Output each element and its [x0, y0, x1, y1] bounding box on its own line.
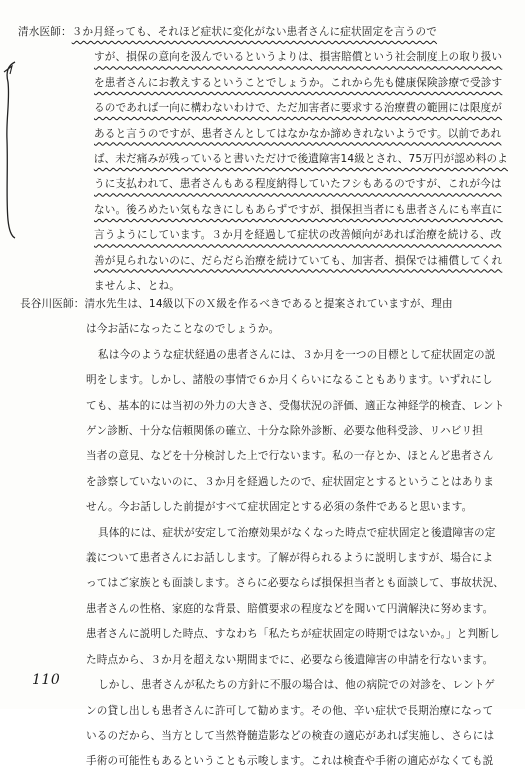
underlined-text: うに支払われて、患者さんもある程度納得していたフシもあるのですが、これが今は — [94, 178, 502, 191]
text-line — [18, 223, 508, 248]
speaker-shimizu: 清水医師： — [18, 26, 72, 38]
text: ても、基本的には当初の外力の大きさ、受傷状況の評価、適正な神経学的検査、レント — [86, 399, 505, 412]
text: 患者さんの性格、家庭的な背景、賠償要求の程度などを聞いて円満解決に努めます。 — [86, 602, 494, 615]
underlined-text: を患者さんにお教えするということでしょうか。これから先も健康保険診療で受診す — [94, 76, 503, 89]
text: た時点から、３か月を超えない期間までに、必要なら後遺障害の申請を行ないます。 — [86, 653, 494, 666]
text-line — [20, 292, 508, 317]
underlined-text: 言うようにしています。３か月を経過して症状の改善傾向があれば治療を続ける、改 — [94, 229, 502, 242]
underlined-text: あると言うのですが、患者さんとしてはなかなか諦めきれないようです。以前であれ — [94, 127, 502, 140]
text: 当者の意見、などを十分検討した上で行ないます。私の一存とか、ほとんど患者さん — [86, 450, 494, 463]
text-line — [18, 45, 508, 70]
underlined-text: 善が見られないのに、だらだら治療を続けていても、加害者、損保では補償してくれ — [94, 254, 503, 267]
text-line — [20, 444, 508, 469]
text-line — [20, 495, 508, 520]
text: いるのだから、当方として当然脊髄造影などの検査の適応があれば実施し、さらには — [86, 729, 495, 742]
text-line — [20, 419, 508, 444]
page-number: 110 — [32, 672, 61, 688]
text-line — [18, 147, 507, 172]
text: ませんよ、とね。 — [94, 280, 180, 293]
handwritten-bracket-mark — [3, 60, 17, 240]
text-line — [20, 521, 508, 546]
text-line — [20, 470, 508, 495]
text: ってはご家族とも面談します。さらに必要ならば損保担当者とも面談して、事故状況、 — [86, 577, 504, 590]
text-line — [20, 597, 508, 622]
text: しかし、患者さんが私たちの方針に不服の場合は、他の病院での対診を、レントゲ — [98, 679, 496, 692]
underlined-text: ば、未だ痛みが残っていると書いただけで後遺障害14級とされ、75万円が認め料のよ — [93, 153, 508, 166]
text-line — [20, 343, 508, 368]
text-line — [18, 20, 508, 45]
text-line — [20, 368, 508, 393]
text-line — [18, 96, 508, 121]
text-line — [18, 198, 508, 223]
text-line — [18, 172, 508, 197]
text: 私は今のような症状経過の患者さんには、３か月を一つの目標として症状固定の説 — [98, 348, 496, 361]
text-line — [20, 317, 508, 342]
text: せん。今お話しした前提がすべて症状固定とする必須の条件であると思います。 — [86, 501, 473, 514]
speaker-hasegawa: 長谷川医師： — [20, 298, 85, 310]
text: 義について患者さんにお話しします。了解が得られるように説明しますが、場合によ — [86, 552, 494, 565]
text-line — [20, 749, 508, 774]
shimizu-statement — [18, 20, 508, 299]
underlined-text: るのであれば一向に構わないわけで、ただ加害者に要求する治療費の範囲には限度が — [94, 102, 503, 115]
text: ンの貸し出しも患者さんに許可して勧めます。その他、辛い症状で長期治療になって — [86, 704, 494, 717]
text-line — [20, 724, 508, 749]
text: 具体的には、症状が安定して治療効果がなくなった時点で症状固定と後遺障害の定 — [98, 526, 496, 539]
text-line — [20, 394, 508, 419]
text-line — [20, 673, 508, 698]
text-line — [20, 546, 508, 571]
text: 明をします。しかし、諸般の事情で６か月くらいになることもあります。いずれにし — [86, 374, 493, 387]
text-line — [20, 699, 508, 724]
text-line — [20, 622, 508, 647]
text-line — [20, 648, 508, 673]
underlined-text: ない。後ろめたい気もなきにしもあらずですが、損保担当者にも患者さんにも率直に — [94, 203, 503, 216]
underlined-text: ３か月経っても、それほど症状に変化がない患者さんに症状固定を言うので — [71, 26, 438, 38]
text: 患者さんに説明した時点、すなわち「私たちが症状固定の時期ではないか。」と判断し — [86, 628, 500, 641]
text: 清水先生は、14級以下のＸ級を作るべきであると提案されていますが、理由 — [84, 298, 453, 310]
text: 手術の可能性もあるということも示唆します。これは検査や手術の適応がなくても説 — [86, 755, 494, 768]
text-line — [18, 249, 508, 274]
text-line — [20, 571, 508, 596]
text: を診察していないのに、３か月を経過したので、症状固定とするということはありま — [86, 475, 495, 488]
text: は今お話になったことなのでしょうか。 — [86, 323, 280, 336]
text-line — [18, 71, 508, 96]
text-line — [18, 122, 508, 147]
text: ゲン診断、十分な信頼関係の確立、十分な除外診断、必要な他科受診、リハビリ担 — [86, 425, 483, 438]
hasegawa-statement — [20, 292, 508, 775]
underlined-text: すが、損保の意向を汲んでいるというよりは、損害賠償という社会制度上の取り扱い — [94, 51, 503, 64]
